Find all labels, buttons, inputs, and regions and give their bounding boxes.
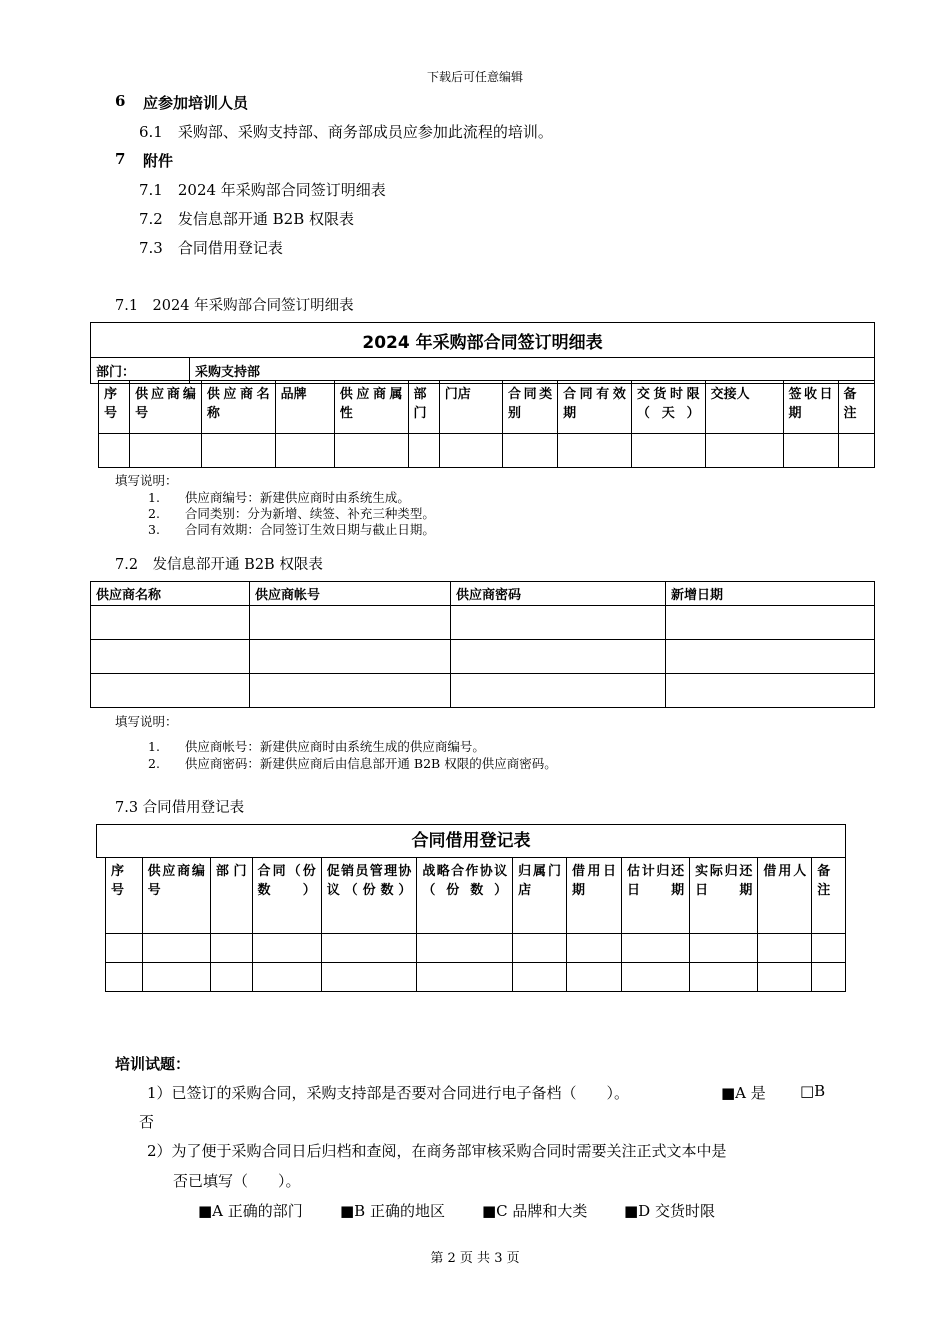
table-row bbox=[91, 640, 875, 674]
table2-col-header: 供应商名称 bbox=[91, 582, 250, 606]
table1-col-header: 品牌 bbox=[275, 381, 334, 434]
table3-caption: 7.3 合同借用登记表 bbox=[115, 800, 245, 816]
table1-col-header: 交接人 bbox=[705, 381, 783, 434]
table2-col-header: 供应商帐号 bbox=[250, 582, 451, 606]
quiz-q2-line2: 否已填写（ ）。 bbox=[173, 1172, 301, 1190]
page-header: 下载后可任意编辑 bbox=[426, 70, 523, 84]
table3-col-header: 备注 bbox=[812, 858, 846, 934]
table3-col-header: 估计归还日期 bbox=[621, 858, 689, 934]
section-6-title: 应参加培训人员 bbox=[143, 94, 249, 112]
table-row bbox=[106, 963, 846, 992]
quiz-q1-option-a: ■A 是 bbox=[721, 1084, 766, 1102]
table3-col-header: 部门 bbox=[210, 858, 252, 934]
table1-note: 3. 合同有效期：合同签订生效日期与截止日期。 bbox=[148, 522, 435, 537]
table3-col-header: 合同（份数） bbox=[252, 858, 321, 934]
section-7-item: 7.1 2024 年采购部合同签订明细表 bbox=[139, 181, 386, 199]
quiz-q2-option: ■D 交货时限 bbox=[624, 1202, 715, 1220]
section-6-item: 6.1 采购部、采购支持部、商务部成员应参加此流程的培训。 bbox=[139, 123, 553, 141]
table1-header-block bbox=[90, 322, 875, 384]
table1-grid bbox=[98, 380, 875, 468]
quiz-q1-option-b: □B bbox=[800, 1082, 826, 1100]
table1-col-header: 部门 bbox=[408, 381, 439, 434]
table2-caption: 7.2 发信息部开通 B2B 权限表 bbox=[115, 557, 323, 573]
table1-title: 2024 年采购部合同签订明细表 bbox=[91, 323, 875, 358]
table1-col-header: 序号 bbox=[99, 381, 130, 434]
table3-title: 合同借用登记表 bbox=[96, 824, 846, 858]
table3-col-header: 序号 bbox=[106, 858, 143, 934]
table2-col-header: 新增日期 bbox=[666, 582, 875, 606]
table2-note: 2. 供应商密码：新建供应商后由信息部开通 B2B 权限的供应商密码。 bbox=[148, 756, 557, 771]
table2-grid bbox=[90, 581, 875, 708]
quiz-title: 培训试题： bbox=[115, 1055, 191, 1073]
table1-col-header: 供应商名称 bbox=[201, 381, 275, 434]
section-7-item: 7.3 合同借用登记表 bbox=[139, 239, 283, 257]
table1-col-header: 交货时限（天） bbox=[631, 381, 705, 434]
table1-col-header: 合同类别 bbox=[503, 381, 558, 434]
table2-col-header: 供应商密码 bbox=[451, 582, 666, 606]
table2-note: 1. 供应商帐号：新建供应商时由系统生成的供应商编号。 bbox=[148, 739, 485, 754]
table1-col-header: 备注 bbox=[838, 381, 874, 434]
table1-col-header: 供应商编号 bbox=[130, 381, 202, 434]
page-footer: 第 2 页 共 3 页 bbox=[430, 1251, 520, 1266]
table1-col-header: 门店 bbox=[439, 381, 502, 434]
table-row bbox=[91, 606, 875, 640]
table3-col-header: 促销员管理协议（份数） bbox=[321, 858, 417, 934]
table1-notes-title: 填写说明： bbox=[115, 473, 178, 488]
table3-col-header: 战略合作协议（份数） bbox=[417, 858, 513, 934]
section-7-item: 7.2 发信息部开通 B2B 权限表 bbox=[139, 210, 354, 228]
table1-note: 2. 合同类别：分为新增、续签、补充三种类型。 bbox=[148, 506, 435, 521]
section-7-number: 7 bbox=[115, 150, 126, 168]
table3-col-header: 借用人 bbox=[758, 858, 812, 934]
quiz-q2-option: ■B 正确的地区 bbox=[340, 1202, 445, 1220]
table3-col-header: 归属门店 bbox=[513, 858, 567, 934]
table2-notes-title: 填写说明： bbox=[115, 714, 178, 729]
quiz-q2-line1: 2）为了便于采购合同日后归档和查阅，在商务部审核采购合同时需要关注正式文本中是 bbox=[147, 1142, 727, 1160]
table-row bbox=[106, 934, 846, 963]
quiz-q1: 1）已签订的采购合同，采购支持部是否要对合同进行电子备档（ ）。 bbox=[147, 1084, 630, 1102]
quiz-q2-option: ■A 正确的部门 bbox=[198, 1202, 303, 1220]
table-row bbox=[91, 674, 875, 708]
table1-col-header: 合同有效期 bbox=[558, 381, 632, 434]
table1-col-header: 签收日期 bbox=[783, 381, 838, 434]
table3-col-header: 实际归还日期 bbox=[690, 858, 758, 934]
table1-col-header: 供应商属性 bbox=[334, 381, 408, 434]
dept-label: 部门： bbox=[91, 358, 190, 384]
quiz-q1-option-b-cont: 否 bbox=[139, 1113, 155, 1131]
section-6-number: 6 bbox=[115, 92, 126, 110]
table1-note: 1. 供应商编号：新建供应商时由系统生成。 bbox=[148, 490, 410, 505]
table1-caption: 7.1 2024 年采购部合同签订明细表 bbox=[115, 298, 354, 314]
table-row bbox=[99, 434, 875, 468]
quiz-q2-option: ■C 品牌和大类 bbox=[482, 1202, 588, 1220]
section-7-title: 附件 bbox=[143, 152, 174, 170]
table3-grid bbox=[105, 857, 846, 992]
table3-col-header: 供应商编号 bbox=[142, 858, 210, 934]
dept-value: 采购支持部 bbox=[190, 358, 875, 384]
table3-col-header: 借用日期 bbox=[567, 858, 622, 934]
